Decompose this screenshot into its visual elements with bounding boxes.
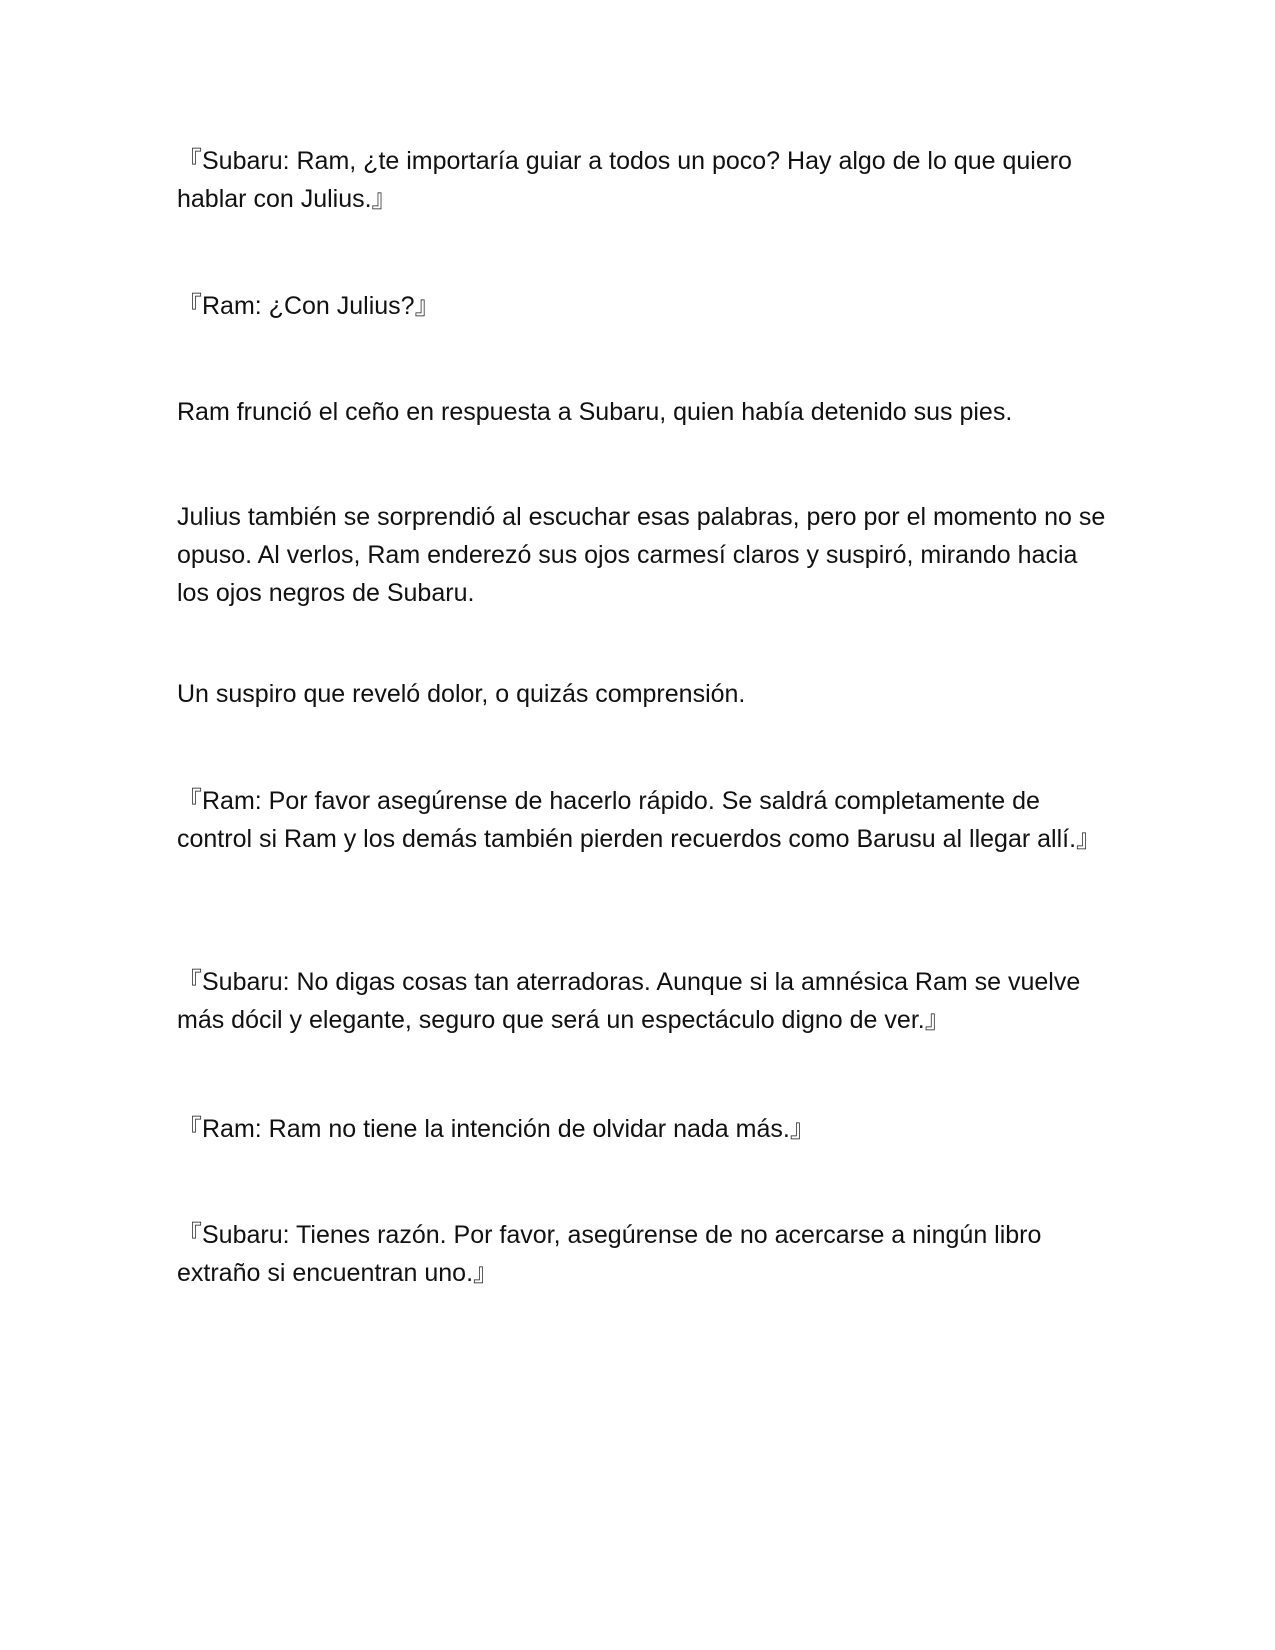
paragraph-ram-forget: 『Ram: Ram no tiene la intención de olvidar nada más.』 [177,1115,815,1143]
paragraph-subaru-request: 『Subaru: Ram, ¿te importaría guiar a todos un poco? Hay algo de lo que quiero hablar con Julius.』 [177,147,1072,213]
paragraph-subaru-book: 『Subaru: Tienes razón. Por favor, asegúrense de no acercarse a ningún libro extraño si encuentran uno.』 [177,1221,1042,1287]
paragraph-ram-question: 『Ram: ¿Con Julius?』 [177,292,440,320]
paragraph-ram-frown: Ram frunció el ceño en respuesta a Subaru, quien había detenido sus pies. [177,398,1013,426]
paragraph-sigh: Un suspiro que reveló dolor, o quizás comprensión. [177,680,746,708]
paragraph-julius-surprised: Julius también se sorprendió al escuchar esas palabras, pero por el momento no se opuso. Al verlos, Ram enderezó sus ojos carmesí claros y suspiró, mirando hacia los ojos negros de Subaru. [177,503,1106,607]
paragraph-subaru-scary: 『Subaru: No digas cosas tan aterradoras. Aunque si la amnésica Ram se vuelve más dócil y elegante, seguro que será un espectáculo digno de ver.』 [177,968,1081,1034]
paragraph-ram-hurry: 『Ram: Por favor asegúrense de hacerlo rápido. Se saldrá completamente de control si Ram y los demás también pierden recuerdos como Barusu al llegar allí.』 [177,787,1102,853]
